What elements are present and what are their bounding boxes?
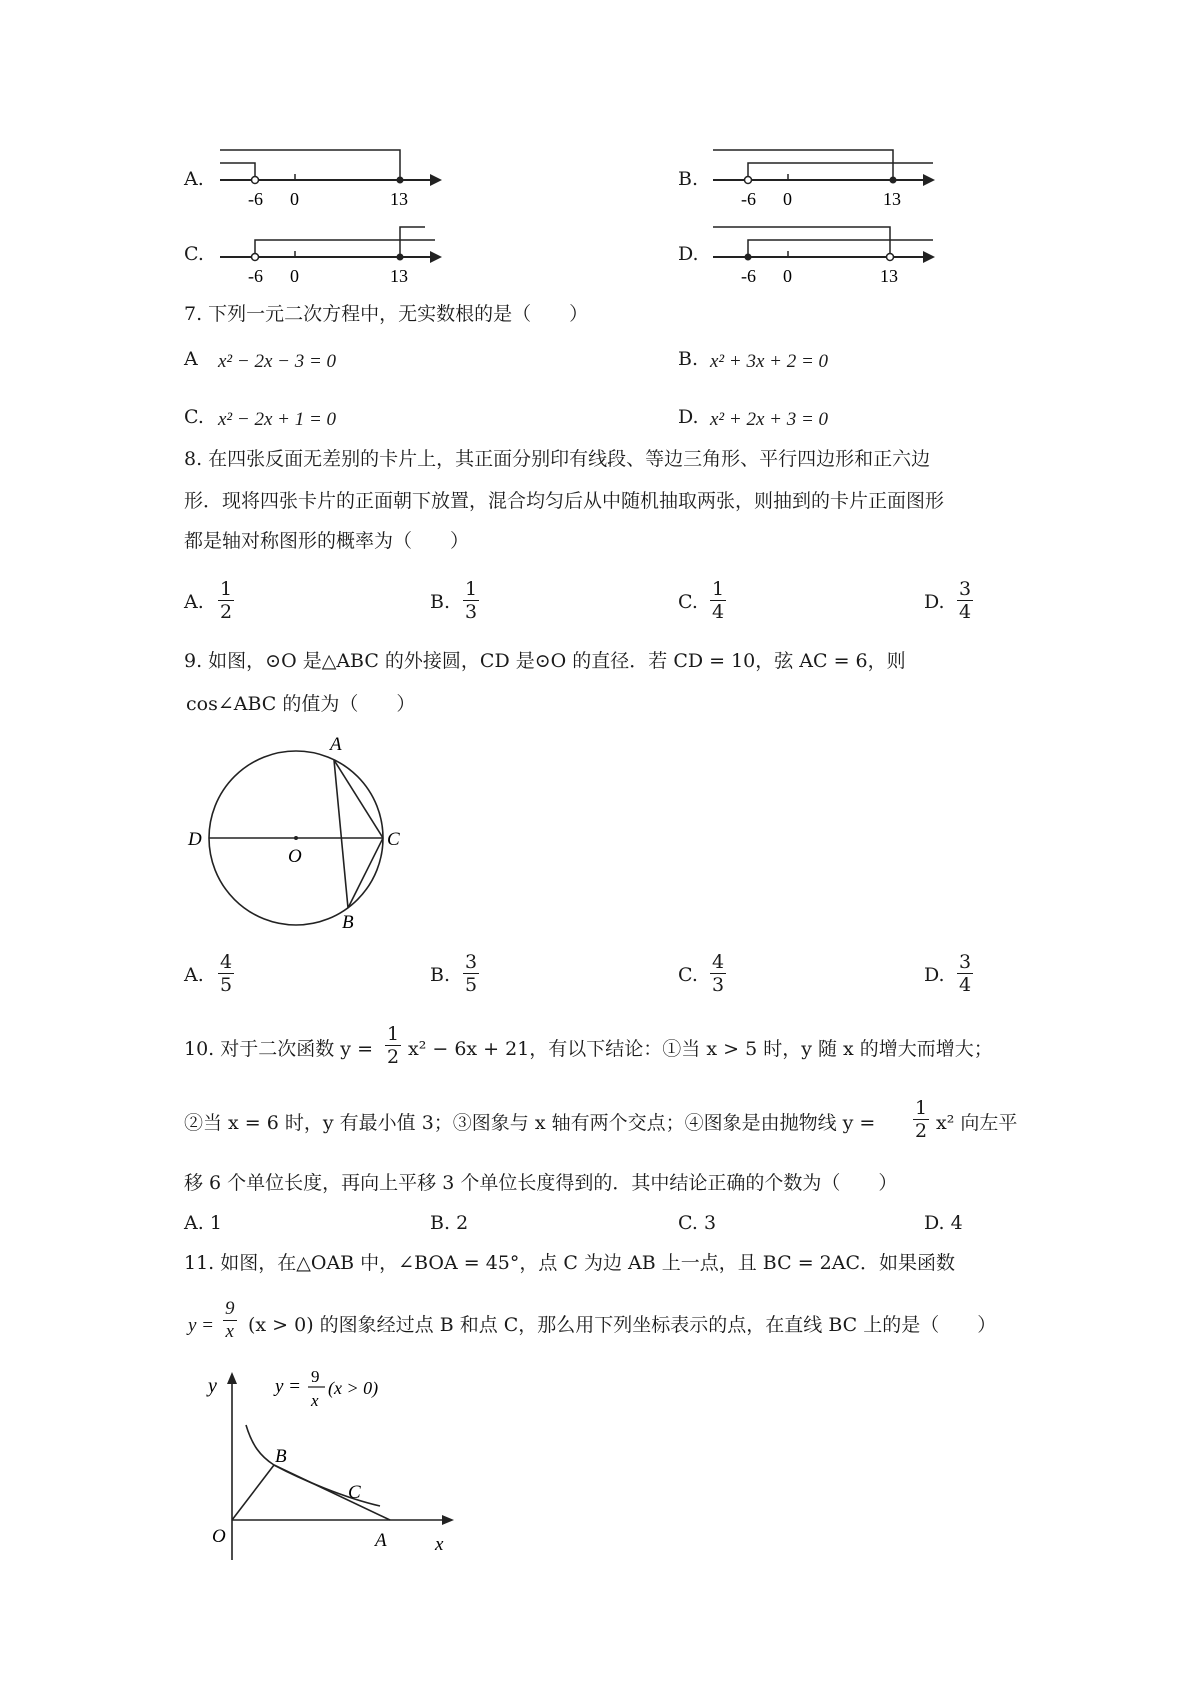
label-a: A (330, 734, 342, 755)
q8-option-c-fraction: $\frac{1}{4}$ (712, 578, 725, 623)
q6-option-c-numberline (215, 222, 445, 292)
q8-stem-line3: 都是轴对称图形的概率为（ ） (184, 530, 470, 552)
q11-line2-suffix: (x > 0) 的图象经过点 B 和点 C，那么用下列坐标表示的点，在直线 BC 上的是（ ） (248, 1314, 997, 1336)
q10-line1-suffix: x² − 6x + 21，有以下结论：①当 x > 5 时，y 随 x 的增大而增大； (408, 1038, 993, 1060)
q8-option-d-fraction: $\frac{3}{4}$ (959, 578, 972, 623)
label-o: O (212, 1526, 226, 1547)
q7-option-d-expr: x² + 2x + 3 = 0 (710, 409, 829, 430)
q6-option-a-numberline (215, 145, 445, 215)
q9-option-d-letter: D. (924, 964, 945, 986)
q10-option-a: A. 1 (184, 1212, 222, 1234)
q9-option-a-fraction: $\frac{4}{5}$ (220, 951, 233, 996)
q7-option-c-letter: C. (184, 406, 204, 428)
q9-option-b-fraction: $\frac{3}{5}$ (465, 951, 478, 996)
q8-option-d-letter: D. (924, 591, 945, 613)
svg-text:0: 0 (783, 189, 792, 209)
q6-option-d-numberline (708, 222, 938, 292)
q10-line3: 移 6 个单位长度，再向上平移 3 个单位长度得到的．其中结论正确的个数为（ ） (184, 1172, 898, 1194)
label-o: O (288, 846, 302, 867)
q7-option-a-letter: A (184, 348, 198, 370)
q7-stem: 7. 下列一元二次方程中，无实数根的是（ ） (184, 303, 589, 325)
q10-option-d: D. 4 (924, 1212, 963, 1234)
q6-option-d-letter: D. (678, 243, 699, 265)
func-suffix: (x > 0) (328, 1378, 379, 1398)
q8-option-a-letter: A. (184, 591, 204, 613)
q11-stem-line1: 11. 如图，在△OAB 中，∠BOA = 45°，点 C 为边 AB 上一点，且 BC = 2AC．如果函数 (184, 1252, 955, 1274)
q10-option-b: B. 2 (430, 1212, 469, 1234)
q10-line2-prefix: ②当 x = 6 时，y 有最小值 3；③图象与 x 轴有两个交点；④图象是由抛物线 y = (184, 1112, 876, 1134)
func-den: x (311, 1391, 319, 1410)
label-x: x (435, 1534, 444, 1555)
svg-text:-6: -6 (248, 266, 263, 286)
q8-option-a-fraction: $\frac{1}{2}$ (220, 578, 233, 623)
svg-text:-6: -6 (741, 266, 756, 286)
q9-option-c-fraction: $\frac{4}{3}$ (712, 951, 725, 996)
q9-stem-line1: 9. 如图，⊙O 是△ABC 的外接圆，CD 是⊙O 的直径．若 CD = 10，弦 AC = 6，则 (184, 650, 906, 672)
q9-option-c-letter: C. (678, 964, 698, 986)
q9-option-d-fraction: $\frac{3}{4}$ (959, 951, 972, 996)
label-a: A (375, 1530, 387, 1551)
q10-option-c: C. 3 (678, 1212, 717, 1234)
q10-line2-fraction: $\frac{1}{2}$ (915, 1097, 928, 1142)
q6-option-b-numberline (708, 145, 938, 215)
func-prefix: y = (275, 1376, 302, 1397)
label-b: B (342, 912, 354, 933)
svg-text:0: 0 (783, 266, 792, 286)
q8-stem-line2: 形．现将四张卡片的正面朝下放置，混合均匀后从中随机抽取两张，则抽到的卡片正面图形 (184, 490, 945, 512)
q11-line2-prefix: y = (188, 1315, 215, 1336)
label-b: B (275, 1446, 287, 1467)
q9-stem-line2: cos∠ABC 的值为（ ） (186, 693, 416, 715)
tick-label: -6 (248, 189, 263, 209)
label-d: D (188, 829, 202, 850)
q11-graph-figure (180, 1370, 460, 1570)
label-c: C (348, 1482, 361, 1503)
q7-option-b-letter: B. (678, 348, 699, 370)
q7-option-d-letter: D. (678, 406, 699, 428)
q10-line2-suffix: x² 向左平 (936, 1112, 1018, 1134)
label-y: y (208, 1375, 217, 1397)
func-num: 9 (311, 1370, 320, 1386)
q7-option-b-expr: x² + 3x + 2 = 0 (710, 351, 829, 372)
q9-option-a-letter: A. (184, 964, 204, 986)
q8-option-b-letter: B. (430, 591, 451, 613)
tick-label: 13 (390, 189, 408, 209)
q8-stem-line1: 8. 在四张反面无差别的卡片上，其正面分别印有线段、等边三角形、平行四边形和正六边 (184, 448, 931, 470)
q6-option-a-letter: A. (184, 168, 204, 190)
svg-text:13: 13 (883, 189, 901, 209)
svg-text:-6: -6 (741, 189, 756, 209)
q8-option-b-fraction: $\frac{1}{3}$ (465, 578, 478, 623)
svg-text:13: 13 (880, 266, 898, 286)
q8-option-c-letter: C. (678, 591, 698, 613)
q6-option-b-letter: B. (678, 168, 699, 190)
svg-text:13: 13 (390, 266, 408, 286)
q7-option-a-expr: x² − 2x − 3 = 0 (218, 351, 337, 372)
q9-option-b-letter: B. (430, 964, 451, 986)
q10-line1-prefix: 10. 对于二次函数 y = (184, 1038, 373, 1060)
q10-line1-fraction: $\frac{1}{2}$ (387, 1023, 400, 1068)
q7-option-c-expr: x² − 2x + 1 = 0 (218, 409, 337, 430)
svg-text:0: 0 (290, 266, 299, 286)
tick-label: 0 (290, 189, 299, 209)
q6-option-c-letter: C. (184, 243, 204, 265)
label-c: C (387, 829, 400, 850)
q11-line2-fraction: $\frac{9}{x}$ (225, 1298, 235, 1342)
q9-circle-figure (180, 728, 410, 933)
